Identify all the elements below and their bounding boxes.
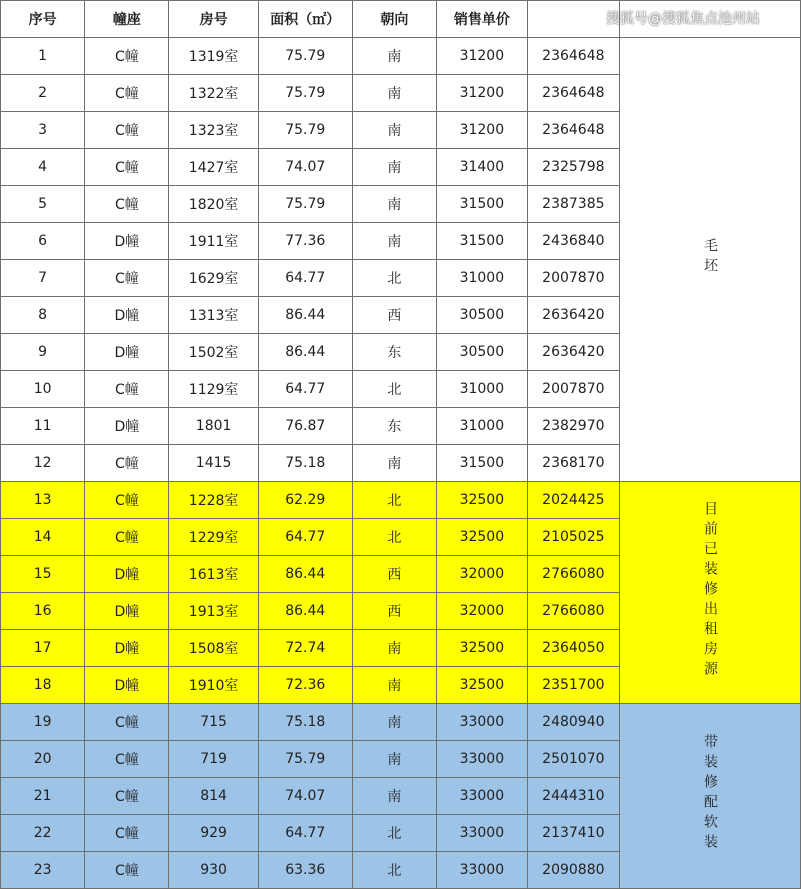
cell-total-price: 2444310 — [527, 778, 619, 815]
cell-area: 86.44 — [258, 593, 352, 630]
cell-total-price: 2007870 — [527, 260, 619, 297]
cell-room: 715 — [169, 704, 258, 741]
cell-area: 74.07 — [258, 778, 352, 815]
cell-orientation: 南 — [352, 186, 436, 223]
cell-unit-price: 33000 — [436, 778, 527, 815]
cell-orientation: 西 — [352, 556, 436, 593]
cell-room: 1415 — [169, 445, 258, 482]
cell-remark — [619, 482, 800, 704]
cell-area: 63.36 — [258, 852, 352, 889]
cell-room: 1228室 — [169, 482, 258, 519]
cell-total-price: 2351700 — [527, 667, 619, 704]
cell-unit-price: 31500 — [436, 445, 527, 482]
cell-total-price: 2382970 — [527, 408, 619, 445]
cell-total-price: 2766080 — [527, 556, 619, 593]
cell-orientation: 北 — [352, 519, 436, 556]
cell-room: 1801 — [169, 408, 258, 445]
cell-index: 6 — [1, 223, 85, 260]
cell-index: 22 — [1, 815, 85, 852]
header-room: 房号 — [169, 1, 258, 38]
cell-index: 13 — [1, 482, 85, 519]
cell-unit-price: 31200 — [436, 75, 527, 112]
cell-unit-price: 30500 — [436, 297, 527, 334]
cell-area: 75.18 — [258, 704, 352, 741]
cell-index: 9 — [1, 334, 85, 371]
cell-area: 75.18 — [258, 445, 352, 482]
cell-total-price: 2364648 — [527, 38, 619, 75]
cell-index: 2 — [1, 75, 85, 112]
cell-index: 14 — [1, 519, 85, 556]
cell-area: 72.74 — [258, 630, 352, 667]
cell-room: 930 — [169, 852, 258, 889]
cell-total-price: 2364648 — [527, 112, 619, 149]
cell-building: D幢 — [85, 556, 169, 593]
cell-building: C幢 — [85, 38, 169, 75]
cell-total-price: 2480940 — [527, 704, 619, 741]
cell-area: 64.77 — [258, 260, 352, 297]
cell-index: 15 — [1, 556, 85, 593]
cell-building: C幢 — [85, 704, 169, 741]
cell-building: C幢 — [85, 852, 169, 889]
cell-total-price: 2137410 — [527, 815, 619, 852]
cell-unit-price: 32500 — [436, 482, 527, 519]
cell-orientation: 南 — [352, 667, 436, 704]
cell-area: 64.77 — [258, 815, 352, 852]
cell-remark — [619, 704, 800, 889]
cell-area: 86.44 — [258, 334, 352, 371]
cell-index: 23 — [1, 852, 85, 889]
cell-unit-price: 30500 — [436, 334, 527, 371]
header-unit-price: 销售单价 — [436, 1, 527, 38]
cell-area: 86.44 — [258, 297, 352, 334]
cell-area: 64.77 — [258, 519, 352, 556]
cell-orientation: 东 — [352, 334, 436, 371]
remark-text: 带装修配软装 — [701, 734, 718, 854]
cell-total-price: 2007870 — [527, 371, 619, 408]
cell-orientation: 南 — [352, 778, 436, 815]
cell-building: C幢 — [85, 815, 169, 852]
cell-total-price: 2368170 — [527, 445, 619, 482]
cell-area: 75.79 — [258, 38, 352, 75]
table-row — [1, 704, 801, 741]
cell-orientation: 北 — [352, 852, 436, 889]
remark-text: 毛坯 — [701, 237, 718, 278]
cell-orientation: 南 — [352, 741, 436, 778]
cell-area: 75.79 — [258, 186, 352, 223]
cell-unit-price: 31000 — [436, 260, 527, 297]
cell-building: C幢 — [85, 75, 169, 112]
cell-room: 1820室 — [169, 186, 258, 223]
cell-index: 19 — [1, 704, 85, 741]
cell-unit-price: 32000 — [436, 593, 527, 630]
cell-room: 1629室 — [169, 260, 258, 297]
cell-total-price: 2501070 — [527, 741, 619, 778]
header-index: 序号 — [1, 1, 85, 38]
cell-orientation: 北 — [352, 482, 436, 519]
cell-area: 72.36 — [258, 667, 352, 704]
cell-index: 5 — [1, 186, 85, 223]
cell-building: C幢 — [85, 186, 169, 223]
cell-index: 7 — [1, 260, 85, 297]
header-building: 幢座 — [85, 1, 169, 38]
cell-total-price: 2636420 — [527, 334, 619, 371]
header-area: 面积（㎡） — [258, 1, 352, 38]
cell-orientation: 南 — [352, 75, 436, 112]
cell-room: 1911室 — [169, 223, 258, 260]
cell-unit-price: 32000 — [436, 556, 527, 593]
cell-room: 1913室 — [169, 593, 258, 630]
cell-building: C幢 — [85, 112, 169, 149]
cell-room: 1313室 — [169, 297, 258, 334]
cell-unit-price: 31000 — [436, 408, 527, 445]
cell-unit-price: 33000 — [436, 704, 527, 741]
cell-total-price: 2105025 — [527, 519, 619, 556]
cell-building: D幢 — [85, 297, 169, 334]
cell-building: D幢 — [85, 667, 169, 704]
cell-index: 12 — [1, 445, 85, 482]
cell-unit-price: 31500 — [436, 223, 527, 260]
cell-orientation: 南 — [352, 445, 436, 482]
cell-building: D幢 — [85, 408, 169, 445]
cell-unit-price: 32500 — [436, 519, 527, 556]
cell-unit-price: 33000 — [436, 852, 527, 889]
cell-area: 75.79 — [258, 75, 352, 112]
cell-index: 4 — [1, 149, 85, 186]
cell-index: 10 — [1, 371, 85, 408]
cell-index: 3 — [1, 112, 85, 149]
cell-building: C幢 — [85, 371, 169, 408]
cell-room: 1323室 — [169, 112, 258, 149]
cell-room: 1129室 — [169, 371, 258, 408]
cell-building: C幢 — [85, 445, 169, 482]
cell-area: 64.77 — [258, 371, 352, 408]
cell-unit-price: 31000 — [436, 371, 527, 408]
cell-area: 62.29 — [258, 482, 352, 519]
cell-room: 1613室 — [169, 556, 258, 593]
cell-total-price: 2387385 — [527, 186, 619, 223]
cell-room: 719 — [169, 741, 258, 778]
cell-room: 1319室 — [169, 38, 258, 75]
cell-unit-price: 31500 — [436, 186, 527, 223]
cell-index: 17 — [1, 630, 85, 667]
cell-index: 1 — [1, 38, 85, 75]
header-orientation: 朝向 — [352, 1, 436, 38]
cell-building: D幢 — [85, 593, 169, 630]
cell-room: 1229室 — [169, 519, 258, 556]
cell-total-price: 2364050 — [527, 630, 619, 667]
cell-building: C幢 — [85, 741, 169, 778]
cell-area: 76.87 — [258, 408, 352, 445]
cell-index: 16 — [1, 593, 85, 630]
cell-unit-price: 32500 — [436, 630, 527, 667]
cell-area: 77.36 — [258, 223, 352, 260]
cell-total-price: 2436840 — [527, 223, 619, 260]
cell-building: C幢 — [85, 482, 169, 519]
cell-building: C幢 — [85, 260, 169, 297]
cell-building: C幢 — [85, 519, 169, 556]
cell-building: C幢 — [85, 149, 169, 186]
cell-unit-price: 32500 — [436, 667, 527, 704]
cell-orientation: 北 — [352, 260, 436, 297]
cell-area: 75.79 — [258, 112, 352, 149]
cell-total-price: 2325798 — [527, 149, 619, 186]
table-row — [1, 38, 801, 75]
cell-orientation: 南 — [352, 704, 436, 741]
cell-room: 1502室 — [169, 334, 258, 371]
remark-text: 目前已装修出租房源 — [701, 500, 718, 681]
cell-building: D幢 — [85, 630, 169, 667]
cell-unit-price: 33000 — [436, 741, 527, 778]
cell-unit-price: 31400 — [436, 149, 527, 186]
cell-index: 20 — [1, 741, 85, 778]
cell-total-price: 2766080 — [527, 593, 619, 630]
cell-index: 18 — [1, 667, 85, 704]
cell-orientation: 南 — [352, 630, 436, 667]
cell-total-price: 2090880 — [527, 852, 619, 889]
cell-total-price: 2024425 — [527, 482, 619, 519]
cell-total-price: 2364648 — [527, 75, 619, 112]
cell-orientation: 东 — [352, 408, 436, 445]
cell-room: 1508室 — [169, 630, 258, 667]
cell-unit-price: 31200 — [436, 38, 527, 75]
cell-index: 11 — [1, 408, 85, 445]
cell-room: 929 — [169, 815, 258, 852]
cell-building: C幢 — [85, 778, 169, 815]
cell-orientation: 北 — [352, 815, 436, 852]
cell-unit-price: 31200 — [436, 112, 527, 149]
cell-orientation: 北 — [352, 371, 436, 408]
cell-orientation: 西 — [352, 297, 436, 334]
watermark: 搜狐号@搜狐焦点池州站 — [606, 11, 760, 27]
cell-area: 74.07 — [258, 149, 352, 186]
cell-room: 1427室 — [169, 149, 258, 186]
cell-room: 1322室 — [169, 75, 258, 112]
cell-unit-price: 33000 — [436, 815, 527, 852]
cell-orientation: 南 — [352, 38, 436, 75]
cell-building: D幢 — [85, 223, 169, 260]
table-row — [1, 482, 801, 519]
cell-remark — [619, 38, 800, 482]
cell-room: 814 — [169, 778, 258, 815]
cell-orientation: 南 — [352, 149, 436, 186]
cell-orientation: 南 — [352, 223, 436, 260]
cell-orientation: 西 — [352, 593, 436, 630]
cell-area: 75.79 — [258, 741, 352, 778]
cell-index: 21 — [1, 778, 85, 815]
cell-orientation: 南 — [352, 112, 436, 149]
cell-room: 1910室 — [169, 667, 258, 704]
cell-index: 8 — [1, 297, 85, 334]
cell-building: D幢 — [85, 334, 169, 371]
cell-area: 86.44 — [258, 556, 352, 593]
cell-total-price: 2636420 — [527, 297, 619, 334]
